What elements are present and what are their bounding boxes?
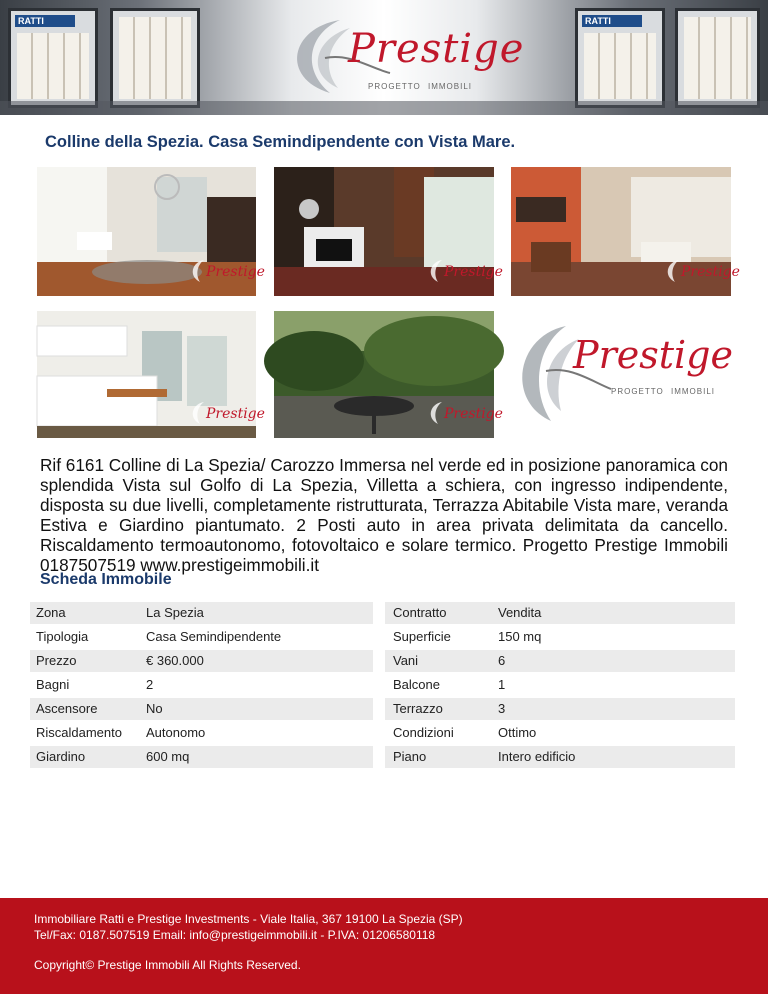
field-value: Intero edificio	[498, 749, 576, 764]
field-value: 2	[146, 677, 154, 692]
field-value: Vendita	[498, 605, 542, 620]
field-value: No	[146, 701, 163, 716]
logo-photo[interactable]	[511, 311, 731, 438]
listing-description: Rif 6161 Colline di La Spezia/ Carozzo Immersa nel verde ed in posizione panoramica con splendida Vista sul Golfo di La Spezia, Villetta a schiera, con ingresso indipendente, disposta su due livelli, completamente ristrutturata, Terrazza Abitabile Vista mare, veranda Estiva e Giardino piantumato. 2 Posti auto in area privata delimitata da cancello. Riscaldamento termoautonomo, fotovoltaico e solare termico. Progetto Prestige Immobili 0187507519 www.prestigeimmobili.it	[40, 455, 728, 575]
fireplace-room-photo[interactable]	[274, 167, 503, 296]
header-banner	[0, 0, 768, 115]
kitchen-photo[interactable]	[37, 311, 265, 438]
storefront-window	[575, 8, 665, 108]
field-value: 1	[498, 677, 506, 692]
storefront-window	[675, 8, 760, 108]
field-label: Riscaldamento	[36, 725, 122, 740]
field-label: Zona	[36, 605, 66, 620]
svg-text:Prestige: Prestige	[206, 264, 265, 280]
footer-address: Immobiliare Ratti e Prestige Investments - Viale Italia, 367 19100 La Spezia (SP)	[34, 912, 463, 926]
watermark-logo-icon	[188, 400, 265, 428]
storefront-window	[110, 8, 200, 108]
watermark-logo-icon	[663, 258, 740, 286]
table-row	[30, 650, 735, 674]
prestige-logo	[270, 8, 525, 108]
field-value: Autonomo	[146, 725, 206, 740]
field-label: Vani	[393, 653, 419, 668]
property-details-table	[30, 602, 735, 770]
field-label: Bagni	[36, 677, 70, 692]
field-value: 3	[498, 701, 506, 716]
logo-sub-right: IMMOBILI	[427, 82, 472, 91]
storefront-window	[8, 8, 98, 108]
field-value: Casa Semindipendente	[146, 629, 282, 644]
svg-text:Prestige: Prestige	[681, 264, 740, 280]
field-value: 600 mq	[146, 749, 190, 764]
field-label: Piano	[393, 749, 427, 764]
logo-brand-text: Prestige	[348, 26, 525, 72]
listing-title: Colline della Spezia. Casa Semindipendente con Vista Mare.	[45, 133, 516, 151]
watermark-logo-icon	[426, 400, 503, 428]
logo-sub-left: PROGETTO	[368, 82, 421, 91]
svg-text:Prestige: Prestige	[444, 264, 503, 280]
field-value: € 360.000	[146, 653, 204, 668]
field-value: 150 mq	[498, 629, 542, 644]
logo-brand-text: Prestige	[573, 333, 733, 377]
field-label: Terrazzo	[393, 701, 443, 716]
field-label: Contratto	[393, 605, 447, 620]
table-row	[30, 674, 735, 698]
field-label: Balcone	[393, 677, 440, 692]
footer-copyright: Copyright© Prestige Immobili All Rights Reserved.	[34, 958, 301, 972]
field-label: Tipologia	[36, 629, 89, 644]
footer	[0, 898, 768, 994]
storefront-sign: RATTI	[582, 15, 642, 27]
field-value: 6	[498, 653, 506, 668]
table-row	[30, 698, 735, 722]
svg-text:Prestige: Prestige	[206, 406, 265, 422]
field-value: Ottimo	[498, 725, 537, 740]
field-label: Condizioni	[393, 725, 454, 740]
table-row	[30, 722, 735, 746]
table-row	[30, 626, 735, 650]
watermark-logo-icon	[426, 258, 503, 286]
logo-sub-right: IMMOBILI	[670, 387, 715, 396]
table-row	[30, 746, 735, 770]
field-label: Prezzo	[36, 653, 77, 668]
watermark-logo-icon	[188, 258, 265, 286]
storefront-sign: RATTI	[15, 15, 75, 27]
footer-contacts: Tel/Fax: 0187.507519 Email: info@prestigeimmobili.it - P.IVA: 01206580118	[34, 928, 436, 942]
field-label: Giardino	[36, 749, 86, 764]
field-label: Ascensore	[36, 701, 98, 716]
svg-text:Prestige: Prestige	[444, 406, 503, 422]
scheda-title: Scheda Immobile	[40, 571, 172, 588]
field-value: La Spezia	[146, 605, 204, 620]
lounge-photo[interactable]	[511, 167, 740, 296]
living-room-photo[interactable]	[37, 167, 265, 296]
logo-sub-left: PROGETTO	[611, 387, 664, 396]
field-label: Superficie	[393, 629, 451, 644]
table-row	[30, 602, 735, 626]
garden-photo[interactable]	[274, 311, 503, 438]
